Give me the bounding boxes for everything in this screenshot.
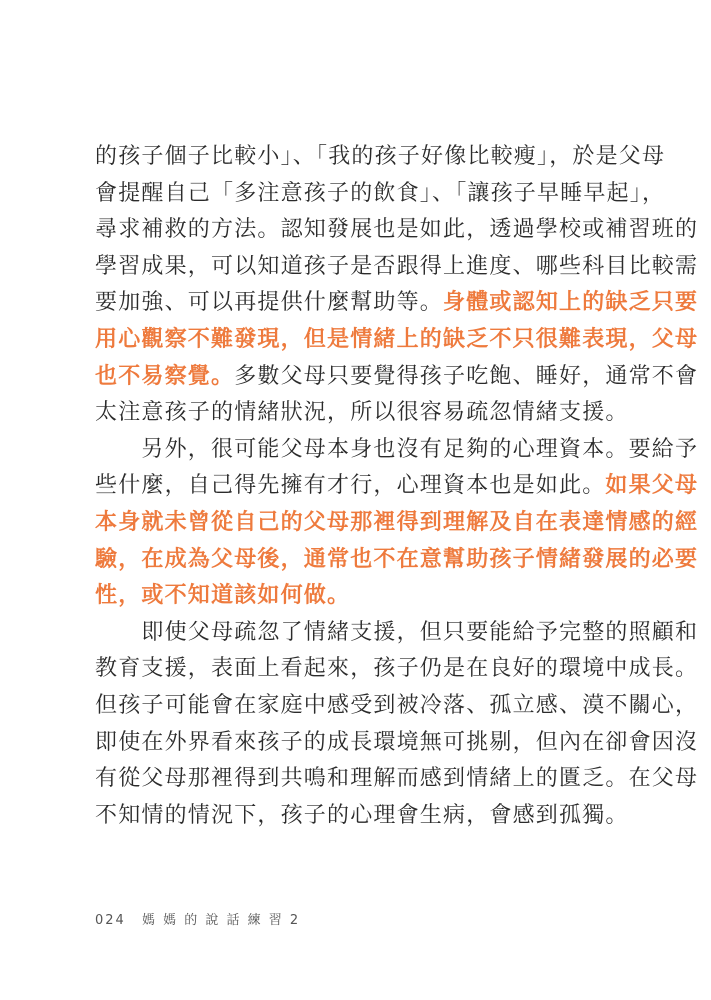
- highlighted-text: 驗，在成為父母後，通常也不在意幫助孩子情緒發展的必要: [95, 546, 699, 572]
- text-line: [95, 213, 699, 247]
- body-text-span: 會提醒自己「多注意孩子的飲食」、「讓孩子早睡早起」，: [95, 180, 666, 206]
- text-line: [95, 469, 699, 503]
- text-line: [95, 689, 699, 723]
- text-line: [95, 506, 699, 540]
- body-text-span: 另外，很可能父母本身也沒有足夠的心理資本。要給予: [95, 436, 699, 462]
- text-line: [95, 579, 615, 613]
- body-text-span: 即使父母疏忽了情緒支援，但只要能給予完整的照顧和: [95, 619, 699, 645]
- text-line: [95, 396, 629, 430]
- body-text-span: 但孩子可能會在家庭中感受到被冷落、孤立感、漠不關心，: [95, 693, 699, 718]
- highlighted-text: 如果父母: [605, 473, 699, 499]
- body-text-span: 教育支援，表面上看起來，孩子仍是在良好的環境中成長。: [95, 656, 699, 682]
- text-line: [95, 726, 699, 760]
- text-line: [95, 360, 699, 394]
- body-text-span: 些什麼，自己得先擁有才行，心理資本也是如此。: [95, 473, 606, 499]
- body-text-span: 的孩子個子比較小」、「我的孩子好像比較瘦」，於是父母: [95, 144, 666, 169]
- highlighted-text: 性，或不知道該如何做。: [95, 583, 351, 609]
- text-line: [95, 543, 699, 577]
- highlighted-text: 本身就未曾從自己的父母那裡得到理解及自在表達情感的經: [95, 510, 699, 535]
- body-text-span: 太注意孩子的情緒狀況，所以很容易疏忽情緒支援。: [95, 400, 629, 426]
- text-line: [95, 433, 699, 467]
- page-number: 024: [95, 913, 126, 928]
- body-text-span: 要加強、可以再提供什麼幫助等。: [95, 290, 444, 316]
- highlighted-text: 身體或認知上的缺乏只要: [443, 290, 699, 316]
- body-text-span: 有從父母那裡得到共鳴和理解而感到情緒上的匱乏。在父母: [95, 766, 699, 792]
- body-text-span: 學習成果，可以知道孩子是否跟得上進度、哪些科目比較需: [95, 253, 699, 279]
- text-line: [95, 652, 699, 686]
- highlighted-text: 也不易察覺。: [95, 363, 235, 389]
- body-text-span: 尋求補救的方法。認知發展也是如此，透過學校或補習班的: [95, 217, 699, 243]
- text-line: [95, 286, 699, 320]
- highlighted-text: 用心觀察不難發現，但是情緒上的缺乏不只很難表現，父母: [95, 327, 699, 352]
- body-text-span: 即使在外界看來孩子的成長環境無可挑剔，但內在卻會因沒: [95, 729, 699, 755]
- page-footer: [95, 912, 300, 930]
- text-line: [95, 799, 629, 833]
- body-text-span: 多數父母只要覺得孩子吃飽、睡好，通常不會: [234, 363, 699, 389]
- text-line: [95, 323, 699, 357]
- text-line: [95, 177, 666, 211]
- text-line: [95, 250, 699, 284]
- text-line: [95, 140, 666, 174]
- body-text-span: 不知情的情況下，孩子的心理會生病，會感到孤獨。: [95, 802, 629, 828]
- book-title: 媽 媽 的 說 話 練 習 2: [141, 913, 301, 928]
- text-line: [95, 762, 699, 796]
- text-line: [95, 616, 699, 650]
